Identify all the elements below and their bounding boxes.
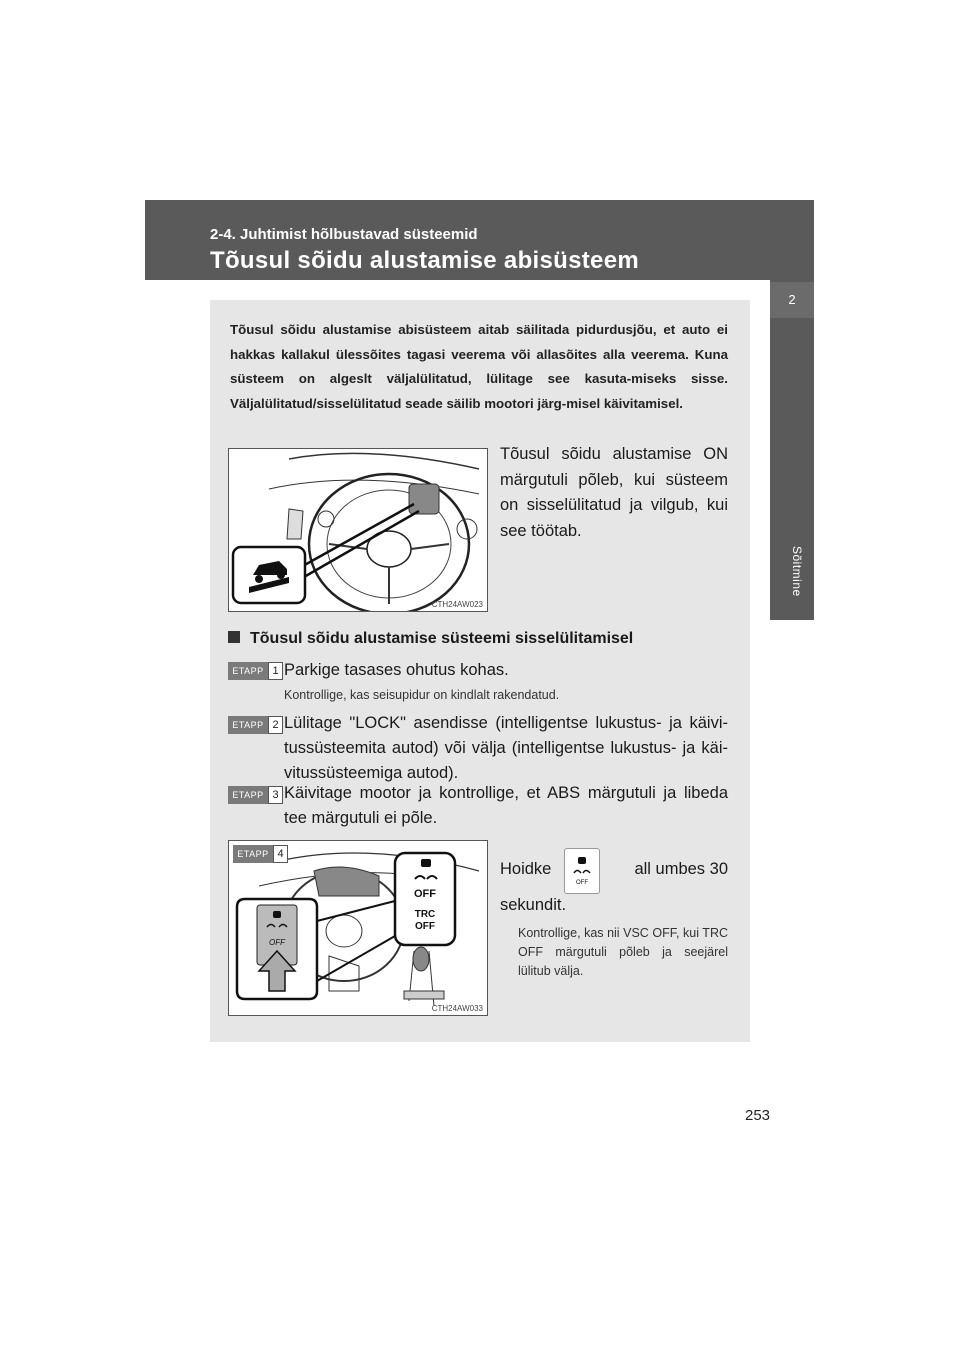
step-3-text: Käivitage mootor ja kontrollige, et ABS märgutuli ja libeda tee märgutuli ei põle. bbox=[284, 784, 728, 827]
bullet-square-icon bbox=[228, 631, 240, 643]
step-1-note: Kontrollige, kas seisupidur on kindlalt rakendatud. bbox=[284, 688, 560, 702]
step-badge-3: ETAPP 3 bbox=[228, 786, 282, 804]
indicator-description: Tõusul sõidu alustamise ON märgutuli põleb, kui süsteem on sisselülitatud ja vilgub, kui see töötab. bbox=[500, 445, 728, 540]
step-4-note: Kontrollige, kas nii VSC OFF, kui TRC OFF märgutuli põleb ja seejärel lülitub välja. bbox=[518, 926, 728, 978]
console-illustration bbox=[229, 841, 487, 1015]
svg-text:OFF: OFF bbox=[414, 888, 436, 900]
hold-word: Hoidke bbox=[500, 860, 552, 878]
intro-paragraph: Tõusul sõidu alustamise abisüsteem aitab säilitada pidurdusjõu, et auto ei hakkas kallakul ülessõites tagasi veerema või allasõites alla veerema. Kuna süsteem on algeslt väljalülitatud, lülitage see kasuta-miseks sisse. Väljalülitatud/sisselülitatud seade säilib mootori järg-misel käivitamisel. bbox=[230, 322, 728, 411]
content-panel bbox=[210, 300, 750, 1042]
svg-text:TRC: TRC bbox=[414, 909, 436, 920]
svg-text:OFF: OFF bbox=[415, 921, 435, 932]
step-badge-4: ETAPP 4 bbox=[233, 845, 287, 863]
step-badge-1: ETAPP 1 bbox=[228, 662, 282, 680]
dashboard-illustration bbox=[229, 449, 487, 611]
svg-text:OFF: OFF bbox=[269, 938, 285, 947]
duration-text: all umbes 30 bbox=[634, 860, 728, 878]
svg-text:OFF: OFF bbox=[576, 880, 588, 886]
figure-dashboard-indicator bbox=[228, 448, 488, 612]
step-2-text: Lülitage "LOCK" asendisse (intelligentse lukustus- ja käivi-tussüsteemita autod) või välja (intelligentse lukustus- ja käi-vitussüsteemiga autod). bbox=[284, 714, 728, 782]
section-label: 2-4. Juhtimist hõlbustavad süsteemid bbox=[210, 226, 478, 243]
figure-vsc-off-button bbox=[228, 840, 488, 1016]
seconds-text: sekundit. bbox=[500, 896, 567, 914]
page-number: 253 bbox=[745, 1107, 771, 1124]
figure-code: CTH24AW023 bbox=[431, 600, 483, 609]
vsc-off-button-icon bbox=[564, 848, 600, 894]
page-header bbox=[145, 200, 814, 280]
subheading-text: Tõusul sõidu alustamise süsteemi sisselülitamisel bbox=[250, 630, 634, 647]
step-badge-2: ETAPP 2 bbox=[228, 716, 282, 734]
chapter-label: Sõitmine bbox=[790, 546, 804, 597]
subheading bbox=[228, 630, 633, 648]
step-1-text: Parkige tasases ohutus kohas. bbox=[284, 661, 509, 679]
page-title: Tõusul sõidu alustamise abisüsteem bbox=[210, 247, 639, 274]
figure-code: CTH24AW033 bbox=[431, 1004, 483, 1013]
chapter-number: 2 bbox=[770, 282, 814, 318]
